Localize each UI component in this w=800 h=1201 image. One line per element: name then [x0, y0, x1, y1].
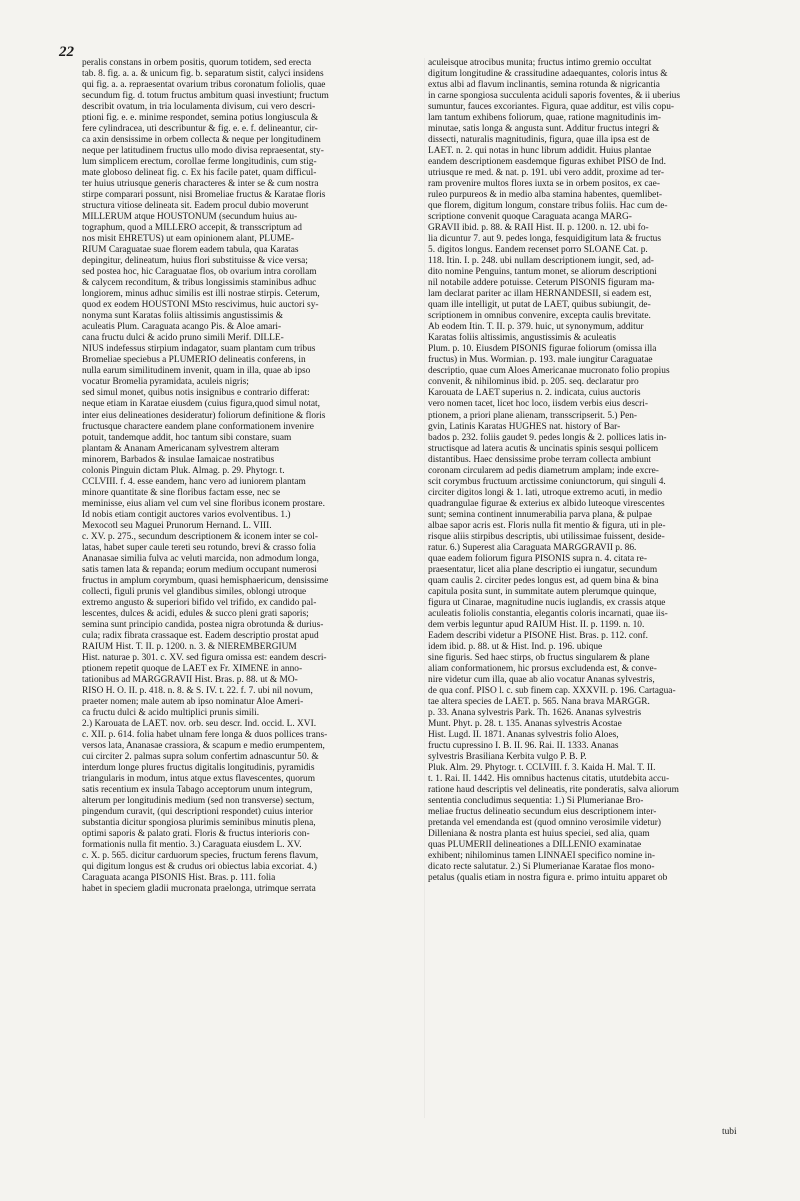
text-line: CCLVIII. f. 4. esse eandem, hanc vero ad iuniorem plantam: [82, 476, 306, 487]
text-line: t. 1. Rai. II. 1442. His omnibus hactenus citatis, ututdebita accu-: [428, 774, 670, 785]
text-line: dito nomine Penguins, tantum monet, se aliorum descriptioni: [428, 267, 657, 278]
text-line: c. XV. p. 275., secundum descriptionem & iconem inter se col-: [82, 531, 318, 542]
text-line: peralis constans in orbem positis, quorum totidem, sed erecta: [82, 58, 312, 68]
text-line: risque aliis stirpibus descriptis, ubi utilissimae fuissent, deside-: [428, 531, 665, 542]
text-line: quae eadem foliorum figura PISONIS supra n. 4. citata re-: [428, 553, 647, 564]
text-line: dicato recte salutatur. 2.) Si Plumerianae Karatae flos mono-: [428, 862, 655, 873]
text-line: Id nobis etiam contigit auctores varios evolventibus. 1.): [82, 509, 291, 520]
text-line: longiorem, minus adhuc similis est illi nostrae stirpis. Ceterum,: [82, 289, 320, 300]
text-line: vero nomen tacet, licet hoc loco, iisdem verbis eius descri-: [428, 399, 648, 410]
text-line: describit ovatum, in tria loculamenta divisum, cui vero descri-: [82, 102, 316, 113]
text-line: Ab eodem Itin. T. II. p. 379. huic, ut synonymum, additur: [428, 322, 644, 333]
text-line: sed simul monet, quibus notis insignibus e contrario differat:: [82, 388, 310, 399]
text-line: idem ibid. p. 88. ut & Hist. Ind. p. 196. ubique: [428, 641, 603, 652]
text-line: ca axin densissime in orbem collecta & neque per longitudinem: [82, 135, 321, 146]
text-line: Ananasae similia fulva ac veluti marcida, non admodum longa,: [82, 553, 319, 564]
text-line: substantia dicitur spongiosa plurimis seminibus minutis plena,: [82, 818, 316, 829]
text-line: scit corymbus fructuum arctissime coniunctorum, qui singuli 4.: [428, 476, 666, 487]
text-line: lam declarat pariter ac illam HERNANDESII, si eadem est,: [428, 289, 652, 300]
text-line: eandem descriptionem easdemque figuras exhibet PISO de Ind.: [428, 157, 666, 168]
text-line: stirpe comparari possunt, nisi Bromeliae fructus & Karatae floris: [82, 190, 326, 201]
text-line: vocatur Bromelia pyramidata, aculeis nigris;: [82, 377, 249, 388]
text-line: MILLERUM atque HOUSTONUM (secundum huius au-: [82, 212, 298, 223]
text-line: scriptione convenit quoque Caraguata acanga MARG-: [428, 212, 632, 223]
text-line: LAET. n. 2. qui notas in hunc librum addidit. Huius plantae: [428, 146, 652, 157]
text-line: RAIUM Hist. T. II. p. 1200. n. 3. & NIEREMBERGIUM: [82, 641, 297, 652]
text-line: extus albi ad flavum inclinantis, semina rotunda & nigricantia: [428, 80, 660, 91]
text-line: qui fig. a. a. repraesentat ovarium tribus coronatum foliolis, quae: [82, 80, 326, 91]
text-line: satis recentium ex insula Tabago acceptorum unum integrum,: [82, 785, 313, 796]
column-gutter: [424, 58, 425, 1118]
text-line: nulla earum similitudinem invenit, quam in illa, quae ab ipso: [82, 366, 311, 377]
text-line: GRAVII ibid. p. 88. & RAII Hist. II. p. 1200. n. 12. ubi fo-: [428, 223, 649, 234]
text-line: depingitur, delineatum, huius flori substituisse & vice versa;: [82, 256, 308, 267]
text-line: nil notabile addere potuisse. Ceterum PISONIS figuram ma-: [428, 278, 655, 289]
text-line: ratione haud descriptis vel delineatis, rite ponderatis, salva aliorum: [428, 785, 679, 796]
text-line: lia dicuntur 7. aut 9. pedes longa, fesquidigitum lata & fructus: [428, 234, 662, 245]
text-line: aculeatis Plum. Caraguata acango Pis. & Aloe amari-: [82, 322, 282, 333]
text-line: tab. 8. fig. a. a. & unicum fig. b. separatum sistit, calyci insidens: [82, 69, 324, 80]
text-line: aliam conformationem, hic prorsus excludenda est, & conve-: [428, 663, 657, 674]
left-text-column: [82, 58, 420, 1118]
text-line: ruleo purpureos & in medio alba stamina habentes, quemlibet-: [428, 190, 663, 201]
text-line: tationibus ad MARGGRAVII Hist. Bras. p. 88. ut & MO-: [82, 674, 298, 685]
text-line: ca fructu dulci & acido multiplici prunis simili.: [82, 707, 260, 718]
text-line: quam ille intelligit, ut putat de LAET, quibus subiungit, de-: [428, 300, 651, 311]
text-line: circiter digitos longi & 1. lati, utroque extremo acuti, in medio: [428, 487, 663, 498]
text-line: utriusque re med. & nat. p. 191. ubi vero addit, proxime ad ter-: [428, 168, 664, 179]
text-line: meminisse, eius aliam vel cum vel sine floribus iconem prostare.: [82, 498, 325, 509]
text-line: RIUM Caraguatae suae florem eadem tabula, qua Karatas: [82, 245, 299, 256]
text-line: praeter nomen; male autem ab ipso nominatur Aloe Ameri-: [82, 696, 304, 707]
text-line: digitum longitudine & crassitudine adaequantes, coloris intus &: [428, 69, 668, 80]
text-line: de qua conf. PISO l. c. sub finem cap. XXXVII. p. 196. Cartagua-: [428, 685, 676, 696]
text-line: Pluk. Alm. 29. Phytogr. t. CCLVIII. f. 3. Kaida H. Mal. T. II.: [428, 763, 656, 773]
text-line: sed postea hoc, hic Caraguatae flos, ob ovarium intra corollam: [82, 267, 317, 278]
text-line: ratur. 6.) Superest alia Caraguata MARGGRAVII p. 86.: [428, 542, 637, 553]
text-line: Karatas foliis altissimis, angustissimis & aculeatis: [428, 333, 616, 344]
text-line: meliae fructus delineatio secundum eius descriptionem inter-: [428, 807, 657, 818]
text-line: versos lata, Ananasae crassiora, & scapum e medio erumpentem,: [82, 740, 325, 751]
text-line: inter eius delineationes desideratur) foliorum definitione & floris: [82, 410, 326, 421]
text-line: tae altera species de LAET. p. 565. Nana brava MARGGR.: [428, 696, 650, 707]
text-line: nos misit EHRETUS) ut eam opinionem alant, PLUME-: [82, 234, 294, 245]
text-line: nonyma sunt Karatas foliis altissimis angustissimis &: [82, 311, 284, 322]
text-line: colonis Pinguin dictam Pluk. Almag. p. 29. Phytogr. t.: [82, 465, 285, 476]
text-line: alterum per longitudinis medium (sed non transverse) sectum,: [82, 796, 315, 807]
text-line: Eadem describi videtur a PISONE Hist. Bras. p. 112. conf.: [428, 630, 648, 641]
text-line: lam tantum exhibens foliorum, quae, ratione magnitudinis im-: [428, 113, 662, 124]
text-line: cula; radix fibrata crassaque est. Eadem descriptio prostat apud: [82, 630, 319, 641]
text-line: ram provenire multos flores iuxta se in orbem positos, ex cae-: [428, 179, 660, 190]
text-line: structisque ad latera acutis & uncinatis spinis sesqui pollicem: [428, 443, 659, 454]
text-line: pingendum curavit, (qui descriptioni respondet) cuius interior: [82, 807, 313, 818]
text-line: nire videtur cum illa, quae ab alio vocatur Ananas sylvestris,: [428, 674, 655, 685]
text-line: minore quantitate & sine floribus factam esse, nec se: [82, 487, 281, 498]
text-line: plantam & Ananam Americanam sylvestrem alteram: [82, 443, 280, 454]
text-line: optimi saporis & palato grati. Floris & fructus interioris con-: [82, 829, 310, 840]
text-line: capitula posita sunt, in summitate autem plerumque quinque,: [428, 586, 657, 597]
text-line: collecti, figuli prunis vel glandibus similes, oblongi utroque: [82, 586, 307, 597]
text-line: p. 33. Anana sylvestris Park. Th. 1626. Ananas sylvestris: [428, 707, 642, 718]
text-line: interdum longe plures fructus digitalis longitudinis, pyramidis: [82, 763, 315, 773]
text-line: coronam circularem ad pedis diametrum amplam; inde excre-: [428, 465, 659, 476]
text-line: & calycem reconditum, & tribus longissimis staminibus adhuc: [82, 278, 317, 289]
text-line: aculeisque atrocibus munita; fructus intimo gremio occultat: [428, 58, 652, 68]
text-line: cui circiter 2. palmas supra solum confertim adnascuntur 50. &: [82, 751, 319, 762]
text-line: Hist. naturae p. 301. c. XV. sed figura omissa est: eandem descri-: [82, 652, 327, 663]
text-line: NIUS indefessus stirpium indagator, suam plantam cum tribus: [82, 344, 316, 355]
text-line: minorem, Barbados & insulae Iamaicae nostratibus: [82, 454, 275, 465]
text-line: albae sapor acris est. Floris nulla fit mentio & figura, uti in ple-: [428, 520, 666, 531]
text-line: sylvestris Brasiliana Kerbita vulgo P. B. P.: [428, 751, 587, 762]
text-line: formationis nulla fit mentio. 3.) Caraguata eiusdem L. XV.: [82, 840, 302, 851]
text-line: Caraguata acanga PISONIS Hist. Bras. p. 111. folia: [82, 873, 276, 884]
text-line: sine figuris. Sed haec stirps, ob fructus singularem & plane: [428, 652, 650, 663]
text-line: ptionem, a priori plane alienam, transscripserit. 5.) Pen-: [428, 410, 638, 421]
text-line: fructu cupressino I. B. II. 96. Rai. II. 1333. Ananas: [428, 740, 619, 751]
text-line: praesentatur, licet alia plane descriptio ei iungatur, secundum: [428, 564, 658, 575]
text-line: sententia concludimus sequentia: 1.) Si Plumerianae Bro-: [428, 796, 644, 807]
text-line: aculeatis foliolis constantia, elegantis coloris incarnati, quae iis-: [428, 608, 668, 619]
text-line: lescentes, dulces & acidi, edules & succo pleni grati saporis;: [82, 608, 309, 619]
text-line: minutae, satis longa & angusta sunt. Additur fructus integri &: [428, 124, 660, 135]
text-line: sunt; semina continent innumerabilia parva plana, & pulpae: [428, 509, 652, 520]
text-line: Plum. p. 10. Eiusdem PISONIS figurae foliorum (omissa illa: [428, 344, 657, 355]
text-line: quam caulis 2. circiter pedes longus est, ad quem bina & bina: [428, 575, 659, 586]
text-line: ptioni fig. e. e. minime respondet, semina potius longiuscula &: [82, 113, 319, 124]
text-line: gvin, Latinis Karatas HUGHES nat. history of Bar-: [428, 421, 621, 432]
text-line: distantibus. Haec densissime probe terram collecta ambiunt: [428, 454, 652, 465]
text-line: petalus (qualis etiam in nostra figura e. primo intuitu apparet ob: [428, 873, 668, 884]
text-line: ter huius utriusque generis characteres & inter se & cum nostra: [82, 179, 319, 190]
text-line: dem verbis leguntur apud RAIUM Hist. II. p. 1199. n. 10.: [428, 619, 645, 630]
text-line: 5. digitos longus. Eandem recenset porro SLOANE Cat. p.: [428, 245, 648, 256]
text-line: convenit, & nihilominus ibid. p. 205. seq. declaratur pro: [428, 377, 639, 388]
text-line: exhibent; nihilominus tamen LINNAEI specifico nomine in-: [428, 851, 656, 862]
page-number: 22: [59, 44, 74, 60]
text-line: lum simplicem erectum, corollae ferme longitudinis, cum stig-: [82, 157, 317, 168]
text-line: structura vitiose delineata sit. Eadem procul dubio moverunt: [82, 201, 309, 212]
text-line: 118. Itin. I. p. 248. ubi nullam descriptionem iungit, sed, ad-: [428, 256, 654, 267]
text-line: Hist. Lugd. II. 1871. Ananas sylvestris folio Aloes,: [428, 729, 619, 740]
text-line: fere cylindracea, uti describuntur & fig. e. e. f. delineantur, cir-: [82, 124, 318, 135]
text-line: sumuntur, fauces excoriantes. Figura, quae additur, est vilis copu-: [428, 102, 675, 113]
text-line: fructusque charactere eandem plane conformationem invenire: [82, 421, 314, 432]
text-line: descriptio, quae cum Aloes Americanae mucronato folio propius: [428, 366, 670, 377]
text-line: figura ut Cinarae, magnitudine nucis iuglandis, ex crassis atque: [428, 597, 666, 608]
text-line: dissecti, naturalis magnitudinis, figura, quae illa ipsa est de: [428, 135, 650, 146]
text-line: habet in speciem gladii mucronata praelonga, utrimque serrata: [82, 884, 316, 895]
text-line: RISO H. O. II. p. 418. n. 8. & S. IV. t. 22. f. 7. ubi nil novum,: [82, 685, 313, 696]
text-line: semina sunt principio candida, postea nigra obrotunda & durius-: [82, 619, 324, 630]
text-line: c. X. p. 565. dicitur carduorum species, fructum ferens flavum,: [82, 851, 319, 862]
text-line: 2.) Karouata de LAET. nov. orb. seu descr. Ind. occid. L. XVI.: [82, 718, 317, 729]
catchword: tubi: [722, 1127, 737, 1137]
text-line: quod ex eodem HOUSTONI MSto rescivimus, huic auctori sy-: [82, 300, 319, 311]
text-line: Munt. Phyt. p. 28. t. 135. Ananas sylvestris Acostae: [428, 718, 622, 729]
text-line: neque etiam in Karatae eiusdem (cuius figura,quod simul notat,: [82, 399, 320, 410]
text-line: ptionem repetit quoque de LAET ex Fr. XIMENE in anno-: [82, 663, 303, 674]
text-line: cana fructu dulci & acido pruno simili Merif. DILLE-: [82, 333, 284, 344]
text-line: fructus) in Mus. Wormian. p. 193. male iungitur Caraguatae: [428, 355, 653, 366]
text-line: in carne spongiosa succulenta aciduli saporis foventes, & ii uberius: [428, 91, 681, 102]
text-line: satis tamen lata & repanda; eorum medium occupant numerosi: [82, 564, 317, 575]
text-line: Karouata de LAET superius n. 2. indicata, cuius auctoris: [428, 388, 641, 399]
text-line: scriptionem in omnibus convenire, excepta caulis brevitate.: [428, 311, 651, 322]
text-line: que florem, digitum longum, constare tribus foliis. Hac cum de-: [428, 201, 668, 212]
text-line: latas, habet super caule tereti seu rotundo, brevi & crasso folia: [82, 542, 316, 553]
text-line: quas PLUMERII delineationes a DILLENIO examinatae: [428, 840, 642, 851]
text-line: neque per latitudinem fructus ullo modo divisa repraesentat, sty-: [82, 146, 324, 157]
right-text-column: [428, 58, 746, 1128]
text-line: extremo angusto & superiori bifido vel trifido, ex candido pal-: [82, 597, 317, 608]
text-line: triangularis in modum, intus atque extus flavescentes, quorum: [82, 774, 316, 785]
text-line: qui digitum longus est & crudus ori obiectus labia excoriat. 4.): [82, 862, 317, 873]
text-line: bados p. 232. foliis gaudet 9. pedes longis & 2. pollices latis in-: [428, 432, 667, 443]
text-line: quadrangulae figurae & exterius ex albido luteoque virescentes: [428, 498, 665, 509]
text-line: c. XII. p. 614. folia habet ulnam fere longa & duos pollices trans-: [82, 729, 328, 740]
text-line: pretanda vel emendanda est (quod omnino verosimile videtur): [428, 818, 662, 829]
text-line: potuit, tandemque addit, hoc tantum sibi constare, suam: [82, 432, 292, 443]
text-line: mate globoso delineat fig. c. Ex his facile patet, quam difficul-: [82, 168, 317, 179]
text-line: Dilleniana & nostra planta est huius speciei, sed alia, quam: [428, 829, 650, 840]
text-line: secundum fig. d. totum fructus ambitum quasi investiunt; fructum: [82, 91, 329, 102]
text-line: fructus in amplum corymbum, quasi hemisphaericum, densissime: [82, 575, 329, 586]
text-line: tographum, quod a MILLERO accepit, & transscriptum ad: [82, 223, 302, 234]
text-line: Mexocotl seu Maguei Prunorum Hernand. L. VIII.: [82, 520, 272, 531]
text-line: Bromeliae speciebus a PLUMERIO delineatis conferens, in: [82, 355, 306, 366]
